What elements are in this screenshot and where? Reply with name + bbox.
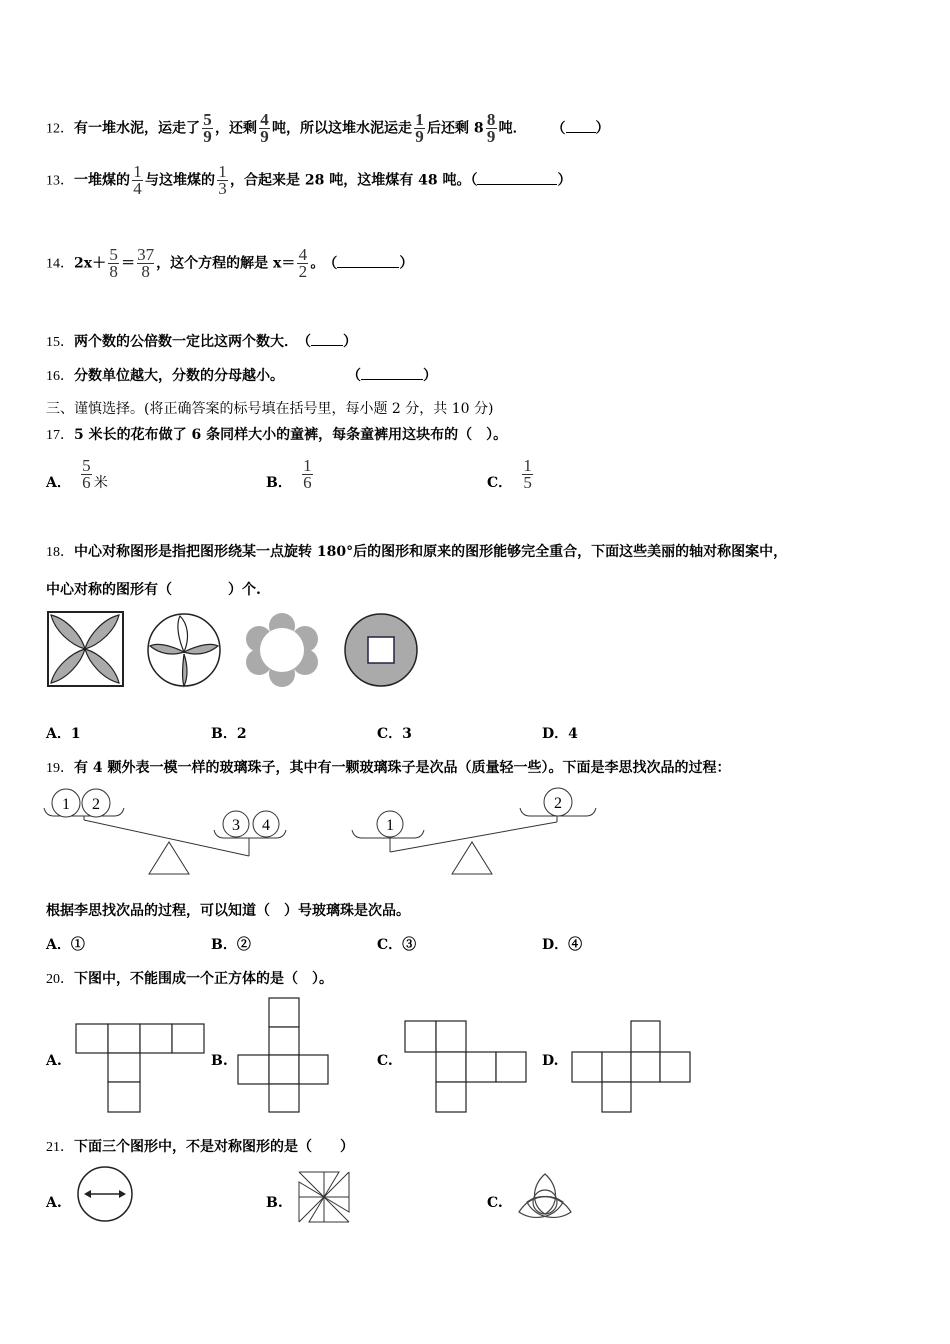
question-16: 16．分数单位越大，分数的分母越小。 （ ） [46,368,437,384]
question-18-line2: 中心对称的图形有（ ）个. [46,582,261,598]
option-b[interactable]: B. [266,1195,283,1211]
question-15: 15．两个数的公倍数一定比这两个数大． （ ） [46,334,357,350]
three-petal-circle-figure [146,612,222,688]
option-b[interactable]: B．② [211,937,251,953]
question-18: 18．中心对称图形是指把图形绕某一点旋转 180°后的图形和原来的图形能够完全重合，下面这些美丽的轴对称图案中， [46,544,788,560]
coin-figure [343,612,419,688]
circle-arrow-figure [76,1165,134,1223]
option-a[interactable]: A. [46,1053,62,1069]
fraction: $\frac{5}{6}$ [82,456,91,492]
option-b[interactable]: B． $\frac{1}{6}$ [266,456,312,492]
fraction: $\frac{37}{8}$ [137,245,155,281]
cube-net-d [571,1020,692,1114]
option-b[interactable]: B. [211,1053,228,1069]
ball-label: 4 [262,817,270,834]
fraction: $\frac{1}{3}$ [218,162,227,198]
fraction: $\frac{8}{9}$ [486,110,496,146]
balance-scale-2 [352,786,602,878]
option-d[interactable]: D．④ [542,937,583,953]
option-a[interactable]: A．1 [46,726,81,742]
question-17: 17．5 米长的花布做了 6 条同样大小的童裤，每条童裤用这块布的（ ）。 [46,427,508,443]
fraction: $\frac{1}{5}$ [523,456,532,492]
four-petal-square-figure [47,611,125,687]
option-b[interactable]: B．2 [211,726,247,742]
triquetra-figure [515,1170,575,1224]
option-a[interactable]: A． $\frac{5}{6}$ 米 [46,456,108,492]
fraction: $\frac{5}{9}$ [203,110,212,146]
fraction: $\frac{1}{4}$ [133,162,142,198]
answer-blank[interactable] [361,367,423,380]
option-d[interactable]: D. [542,1053,559,1069]
option-c[interactable]: C．③ [377,937,417,953]
answer-blank[interactable] [477,172,557,185]
section-heading: 三、谨慎选择。(将正确答案的标号填在括号里，每小题 2 分，共 10 分) [46,401,494,417]
question-13: 13．一堆煤的 $\frac{1}{4}$ 与这堆煤的 $\frac{1}{3}$ ，合起来是 28 吨，这堆煤有 48 吨。（ ） [46,162,572,198]
cube-net-c [404,1020,528,1114]
cube-net-a [75,1023,206,1114]
balance-scale-1 [44,786,294,878]
fraction: $\frac{4}{9}$ [260,110,269,146]
fraction: $\frac{5}{8}$ [109,245,118,281]
answer-blank[interactable] [566,120,596,133]
question-21: 21．下面三个图形中，不是对称图形的是（ ） [46,1139,354,1155]
option-a[interactable]: A. [46,1195,62,1211]
fraction: $\frac{4}{2}$ [298,245,308,281]
question-19-line2: 根据李思找次品的过程，可以知道（ ）号玻璃珠是次品。 [46,903,410,919]
ball-label: 1 [62,796,70,813]
ball-label: 1 [386,817,394,834]
flower-figure [243,612,321,688]
option-d[interactable]: D．4 [542,726,578,742]
option-c[interactable]: C． $\frac{1}{5}$ [487,456,532,492]
option-a[interactable]: A．① [46,937,85,953]
fraction: $\frac{1}{9}$ [415,110,424,146]
ball-label: 2 [554,795,562,812]
ball-label: 3 [232,817,240,834]
option-c[interactable]: C. [487,1195,503,1211]
question-19: 19．有 4 颗外表一模一样的玻璃珠子，其中有一颗玻璃珠子是次品（质量轻一些）。下面是李思找次品的过程： [46,760,731,776]
option-c[interactable]: C. [377,1053,393,1069]
fraction: $\frac{1}{6}$ [303,456,312,492]
ball-label: 2 [92,796,100,813]
option-c[interactable]: C．3 [377,726,412,742]
question-20: 20．下图中，不能围成一个正方体的是（ ）。 [46,971,333,987]
question-12: 12．有一堆水泥，运走了 $\frac{5}{9}$ ，还剩 $\frac{4}{9}$ 吨，所以这堆水泥运走 $\frac{1}{9}$ 后还剩 8 $\frac{8}{9}$ 吨． （ ） [46,110,610,146]
pinwheel-figure [297,1170,351,1224]
answer-blank[interactable] [311,333,343,346]
question-14: 14．2x＋ $\frac{5}{8}$ ＝ $\frac{37}{8}$ ，这个方程的解是 x＝ $\frac{4}{2}$ 。 （ ） [46,245,414,281]
answer-blank[interactable] [337,255,399,268]
cube-net-b [237,997,330,1114]
